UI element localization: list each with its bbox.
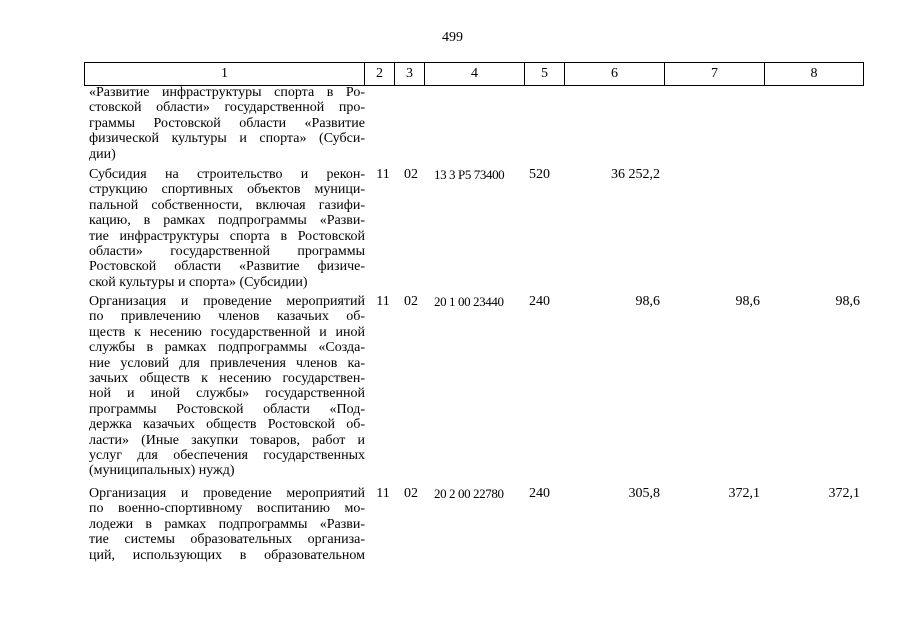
description-line: области» государственной программы xyxy=(89,244,365,260)
cell-amount-8: 372,1 xyxy=(828,486,860,501)
description-line: струкцию спортивных объектов муници- xyxy=(89,182,365,198)
description-line: ществ к несению государственной и иной xyxy=(89,324,365,340)
column-header-6: 6 xyxy=(564,63,664,85)
description-line: дии) xyxy=(89,146,116,162)
cell-section: 11 xyxy=(376,167,390,182)
description-line: (муниципальных) нужд) xyxy=(89,463,235,479)
page-number: 499 xyxy=(442,30,463,45)
column-header-4: 4 xyxy=(424,63,524,85)
description-line: по военно-спортивному воспитанию мо- xyxy=(89,501,365,517)
description-line: «Развитие инфраструктуры спорта в Ро- xyxy=(89,85,365,100)
column-header-3: 3 xyxy=(394,63,424,85)
cell-amount-6: 36 252,2 xyxy=(611,167,660,182)
cell-amount-7: 372,1 xyxy=(728,486,760,501)
description-line: тие системы образовательных организа- xyxy=(89,532,365,548)
row-description xyxy=(89,294,365,479)
cell-amount-6: 98,6 xyxy=(635,294,660,309)
cell-expense-type: 520 xyxy=(529,167,550,182)
description-line: физической культуры и спорта» (Субси- xyxy=(89,131,365,147)
table-header-row xyxy=(84,62,864,86)
column-header-7: 7 xyxy=(664,63,764,85)
cell-expense-type: 240 xyxy=(529,486,550,501)
column-header-2: 2 xyxy=(364,63,394,85)
cell-subsection: 02 xyxy=(404,167,418,182)
description-line: Организация и проведение мероприятий xyxy=(89,294,365,309)
description-line: зачьих обществ к несению государствен- xyxy=(89,371,365,387)
cell-target-article: 13 3 P5 73400 xyxy=(434,167,505,182)
description-line: ние условий для привлечения членов ка- xyxy=(89,355,365,371)
description-line: кацию, в рамках подпрограммы «Разви- xyxy=(89,213,365,229)
description-line: лодежи в рамках подпрограммы «Разви- xyxy=(89,516,365,532)
cell-amount-8: 98,6 xyxy=(835,294,860,309)
description-line: стовской области» государственной про- xyxy=(89,100,365,116)
description-line: граммы Ростовской области «Развитие xyxy=(89,115,365,131)
description-line: тие инфраструктуры спорта в Ростовской xyxy=(89,228,365,244)
description-line: программы Ростовской области «Под- xyxy=(89,401,365,417)
cell-target-article: 20 1 00 23440 xyxy=(434,294,504,309)
row-description xyxy=(89,85,365,162)
cell-section: 11 xyxy=(376,294,390,309)
column-header-8: 8 xyxy=(764,63,864,85)
description-line: пальной собственности, включая газифи- xyxy=(89,197,365,213)
cell-target-article: 20 2 00 22780 xyxy=(434,486,504,501)
cell-subsection: 02 xyxy=(404,294,418,309)
description-line: ской культуры и спорта» (Субсидии) xyxy=(89,274,308,290)
description-line: Субсидия на строительство и рекон- xyxy=(89,167,365,182)
column-header-1: 1 xyxy=(84,63,364,85)
cell-amount-6: 305,8 xyxy=(628,486,660,501)
description-line: ласти» (Иные закупки товаров, работ и xyxy=(89,432,365,448)
cell-subsection: 02 xyxy=(404,486,418,501)
description-line: ной и иной службы» государственной xyxy=(89,386,365,402)
cell-section: 11 xyxy=(376,486,390,501)
cell-expense-type: 240 xyxy=(529,294,550,309)
row-description xyxy=(89,167,365,290)
description-line: службы в рамках подпрограммы «Созда- xyxy=(89,340,365,356)
column-header-5: 5 xyxy=(524,63,564,85)
description-line: ций, использующих в образовательном xyxy=(89,547,365,563)
row-description xyxy=(89,486,365,563)
description-line: Организация и проведение мероприятий xyxy=(89,486,365,501)
cell-amount-7: 98,6 xyxy=(735,294,760,309)
description-line: держка казачьих обществ Ростовской об- xyxy=(89,417,365,433)
description-line: услуг для обеспечения государственных xyxy=(89,448,365,464)
description-line: по привлечению членов казачьих об- xyxy=(89,309,365,325)
description-line: Ростовской области «Развитие физиче- xyxy=(89,259,365,275)
